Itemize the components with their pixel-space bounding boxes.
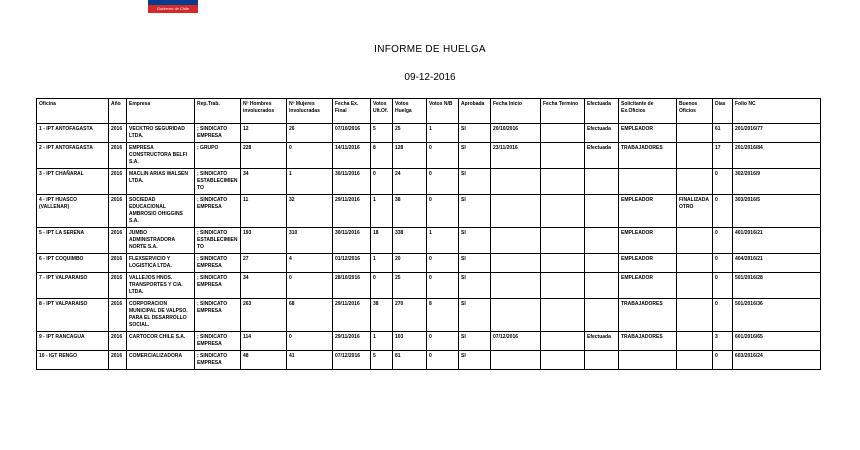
table-cell: SI [459,169,491,195]
table-cell: 603/2016/24 [733,351,821,370]
table-row [37,254,821,273]
table-cell: 48 [241,351,287,370]
table-cell: TRABAJADORES [619,143,677,169]
table-cell: 501/2016/36 [733,299,821,332]
table-cell: SI [459,228,491,254]
table-cell: 1 [371,195,393,228]
table-body [37,124,821,370]
table-cell: ; SINDICATO ESTABLECIMIENTO [195,228,241,254]
table-cell: COMERCIALIZADORA [127,351,195,370]
table-cell: CARTOCOR CHILE S.A. [127,332,195,351]
table-cell: SI [459,351,491,370]
table-cell: 24 [393,169,427,195]
table-cell [541,124,585,143]
table-cell: 0 [371,273,393,299]
table-cell: 303/2016/5 [733,195,821,228]
table-cell: FINALIZADA OTRO [677,195,713,228]
table-cell: SI [459,124,491,143]
table-cell [677,273,713,299]
table-cell: 68 [287,299,333,332]
table-cell: 128 [393,143,427,169]
column-header: Fecha Ex. Final [333,99,371,124]
table-cell: EMPLEADOR [619,228,677,254]
table-cell: 30/11/2016 [333,228,371,254]
table-cell: 103 [393,332,427,351]
table-cell [619,351,677,370]
table-cell [677,228,713,254]
table-cell [541,299,585,332]
table-row [37,351,821,370]
table-row [37,124,821,143]
table-cell: CORPORACION MUNICIPAL DE VALPSO. PARA EL DESARROLLO SOCIAL. [127,299,195,332]
table-cell [677,351,713,370]
table-cell: 12 [241,124,287,143]
table-cell: 2016 [109,299,127,332]
table-cell: Efectuada [585,124,619,143]
table-cell: 5 [371,124,393,143]
table-cell: 0 [713,351,733,370]
table-cell: 501/2016/28 [733,273,821,299]
table-row [37,195,821,228]
table-cell: 3 - IPT CHAÑARAL [37,169,109,195]
table-cell [541,254,585,273]
table-cell [491,254,541,273]
column-header: Votos Huelga [393,99,427,124]
table-cell: 01/12/2016 [333,254,371,273]
table-row [37,228,821,254]
table-cell: 32 [287,195,333,228]
table-cell: 2016 [109,273,127,299]
table-cell: 25 [393,273,427,299]
table-cell [585,299,619,332]
table-row [37,273,821,299]
table-cell: ; SINDICATO EMPRESA [195,299,241,332]
table-cell [541,332,585,351]
table-cell: 0 [287,273,333,299]
table-cell [585,195,619,228]
table-cell: SOCIEDAD EDUCACIONAL AMBROSIO OHIGGINS S.A. [127,195,195,228]
table-cell: ; SINDICATO EMPRESA [195,332,241,351]
table-cell [677,299,713,332]
table-cell: 0 [427,351,459,370]
table-cell [541,169,585,195]
table-cell: 28/10/2016 [333,273,371,299]
table-cell: EMPLEADOR [619,254,677,273]
table-cell: ; SINDICATO EMPRESA [195,124,241,143]
table-cell: 17 [713,143,733,169]
table-cell: 310 [287,228,333,254]
table-cell: 2016 [109,228,127,254]
table-cell: 4 [287,254,333,273]
table-cell [491,195,541,228]
table-cell: 81 [393,351,427,370]
strike-report-table [36,98,821,370]
table-cell: 601/2016/65 [733,332,821,351]
table-cell: 23/11/2016 [491,143,541,169]
table-cell: 38 [393,195,427,228]
report-title: INFORME DE HUELGA [374,44,486,55]
table-cell: 5 - IPT LA SERENA [37,228,109,254]
table-cell: 0 [427,254,459,273]
table-cell: ; SINDICATO EMPRESA [195,195,241,228]
table-cell: 0 [427,195,459,228]
table-cell: 1 [371,254,393,273]
table-cell: 338 [393,228,427,254]
column-header: Solicitante de Ex.Oficios [619,99,677,124]
table-cell: 5 [371,351,393,370]
table-cell: 2016 [109,143,127,169]
table-cell: 0 [371,169,393,195]
column-header: Nº Mujeres involucradas [287,99,333,124]
table-cell: 61 [713,124,733,143]
table-cell: VALLEJOS HNOS. TRANSPORTES Y CIA. LTDA. [127,273,195,299]
table-cell: 0 [427,273,459,299]
table-cell: 0 [287,143,333,169]
table-cell [677,143,713,169]
table-cell: 14/11/2016 [333,143,371,169]
table-row [37,332,821,351]
table-cell: 29/11/2016 [333,299,371,332]
column-header: Buenos Oficios [677,99,713,124]
table-cell [585,169,619,195]
table-row [37,143,821,169]
table-cell: 26 [287,124,333,143]
table-cell: 20 [393,254,427,273]
table-cell: 1 [371,332,393,351]
table-cell: TRABAJADORES [619,332,677,351]
table-cell [541,195,585,228]
government-logo [148,0,198,13]
table-cell: 193 [241,228,287,254]
column-header: Aprobada [459,99,491,124]
column-header: Fecha Termino [541,99,585,124]
table-cell: 4 - IPT HUASCO (VALLENAR) [37,195,109,228]
table-cell [491,351,541,370]
table-cell: 1 - IPT ANTOFAGASTA [37,124,109,143]
table-cell [677,169,713,195]
table-cell: EMPLEADOR [619,124,677,143]
column-header: Empresa [127,99,195,124]
column-header: Votos N/B [427,99,459,124]
table-cell [677,124,713,143]
table-cell: 34 [241,273,287,299]
table-cell: 2 - IPT ANTOFAGASTA [37,143,109,169]
table-cell: 2016 [109,195,127,228]
table-cell: 9 - IPT RANCAGUA [37,332,109,351]
table-cell [491,228,541,254]
table-cell: ; GRUPO [195,143,241,169]
table-cell: ; SINDICATO EMPRESA [195,273,241,299]
logo-caption: Gobierno de Chile [148,5,198,13]
table-cell: SI [459,332,491,351]
table-cell: VECKTRO SEGURIDAD LTDA. [127,124,195,143]
table-cell [541,351,585,370]
column-header: Nº Hombres involucrados [241,99,287,124]
table-cell: 0 [713,254,733,273]
table-cell [677,254,713,273]
table-cell: 0 [713,169,733,195]
table-cell: 29/11/2016 [333,332,371,351]
table-cell [491,273,541,299]
table-header-row [37,99,821,124]
table-cell [585,351,619,370]
table-cell: 8 - IPT VALPARAISO [37,299,109,332]
column-header: Efectuada [585,99,619,124]
table-cell: 201/2016/84 [733,143,821,169]
table-cell [541,143,585,169]
column-header: Año [109,99,127,124]
table-cell: 2016 [109,351,127,370]
table-cell: 114 [241,332,287,351]
table-cell: ; SINDICATO EMPRESA [195,351,241,370]
table-cell: ; SINDICATO ESTABLECIMIENTO [195,169,241,195]
table-cell: 201/2016/77 [733,124,821,143]
table-cell: MACLIN ARIAS WALSEN LTDA. [127,169,195,195]
table-cell: 8 [427,299,459,332]
table-cell: 404/2016/21 [733,254,821,273]
table-cell: 1 [427,124,459,143]
table-cell: 0 [427,169,459,195]
table-cell [491,169,541,195]
table-cell: 263 [241,299,287,332]
column-header: Días [713,99,733,124]
table-cell: EMPLEADOR [619,273,677,299]
table-cell [585,228,619,254]
table-cell: 7 - IPT VALPARAISO [37,273,109,299]
table-row [37,169,821,195]
table-cell: 270 [393,299,427,332]
table-cell: EMPRESA CONSTRUCTORA BELFI S.A. [127,143,195,169]
column-header: Rep.Trab. [195,99,241,124]
table-cell: 8 [371,143,393,169]
table-cell: 6 - IPT COQUIMBO [37,254,109,273]
table-cell [491,299,541,332]
table-cell: 25 [393,124,427,143]
table-cell: 2016 [109,332,127,351]
table-cell [619,169,677,195]
table-cell: 0 [427,143,459,169]
table-cell: 2016 [109,124,127,143]
table-cell: 30/11/2016 [333,169,371,195]
table-cell: 401/2016/21 [733,228,821,254]
table-cell: TRABAJADORES [619,299,677,332]
table-cell: 18 [371,228,393,254]
table-cell: 27 [241,254,287,273]
table-cell: SI [459,273,491,299]
column-header: Fecha Inicio [491,99,541,124]
table-cell: 0 [427,332,459,351]
table-cell: 29/11/2016 [333,195,371,228]
table-cell: 0 [713,228,733,254]
column-header: Votos Ult.Of. [371,99,393,124]
table-cell: 0 [713,273,733,299]
table-cell [585,273,619,299]
table-cell: 0 [713,195,733,228]
table-cell: 2016 [109,254,127,273]
table-cell: Efectuada [585,143,619,169]
table-cell [677,332,713,351]
table-cell: 07/12/2016 [491,332,541,351]
table-cell: JUMBO ADMINISTRADORA NORTE S.A. [127,228,195,254]
table-cell [585,254,619,273]
table-cell: 302/2016/9 [733,169,821,195]
table-cell: 1 [287,169,333,195]
table-cell: Efectuada [585,332,619,351]
table-cell: EMPLEADOR [619,195,677,228]
table-cell: 41 [287,351,333,370]
table-cell [541,273,585,299]
table-cell: 38 [371,299,393,332]
table-cell: 07/10/2016 [333,124,371,143]
table-cell: 228 [241,143,287,169]
table-cell: 2016 [109,169,127,195]
table-cell: 07/12/2016 [333,351,371,370]
table-cell: 0 [287,332,333,351]
table-cell: 0 [713,299,733,332]
table-cell: SI [459,254,491,273]
table-row [37,299,821,332]
table-cell: 1 [427,228,459,254]
table-cell [541,228,585,254]
report-date: 09-12-2016 [404,72,456,83]
column-header: Folio NC [733,99,821,124]
table-cell: SI [459,299,491,332]
table-cell: 20/10/2016 [491,124,541,143]
table-cell: SI [459,143,491,169]
table-cell: SI [459,195,491,228]
column-header: Oficina [37,99,109,124]
table-cell: 10 - IGT RENGO [37,351,109,370]
table-cell: FLEXSERVICIO Y LOGISTICA LTDA. [127,254,195,273]
table-cell: ; SINDICATO EMPRESA [195,254,241,273]
table-cell: 11 [241,195,287,228]
table-cell: 34 [241,169,287,195]
table-cell: 3 [713,332,733,351]
